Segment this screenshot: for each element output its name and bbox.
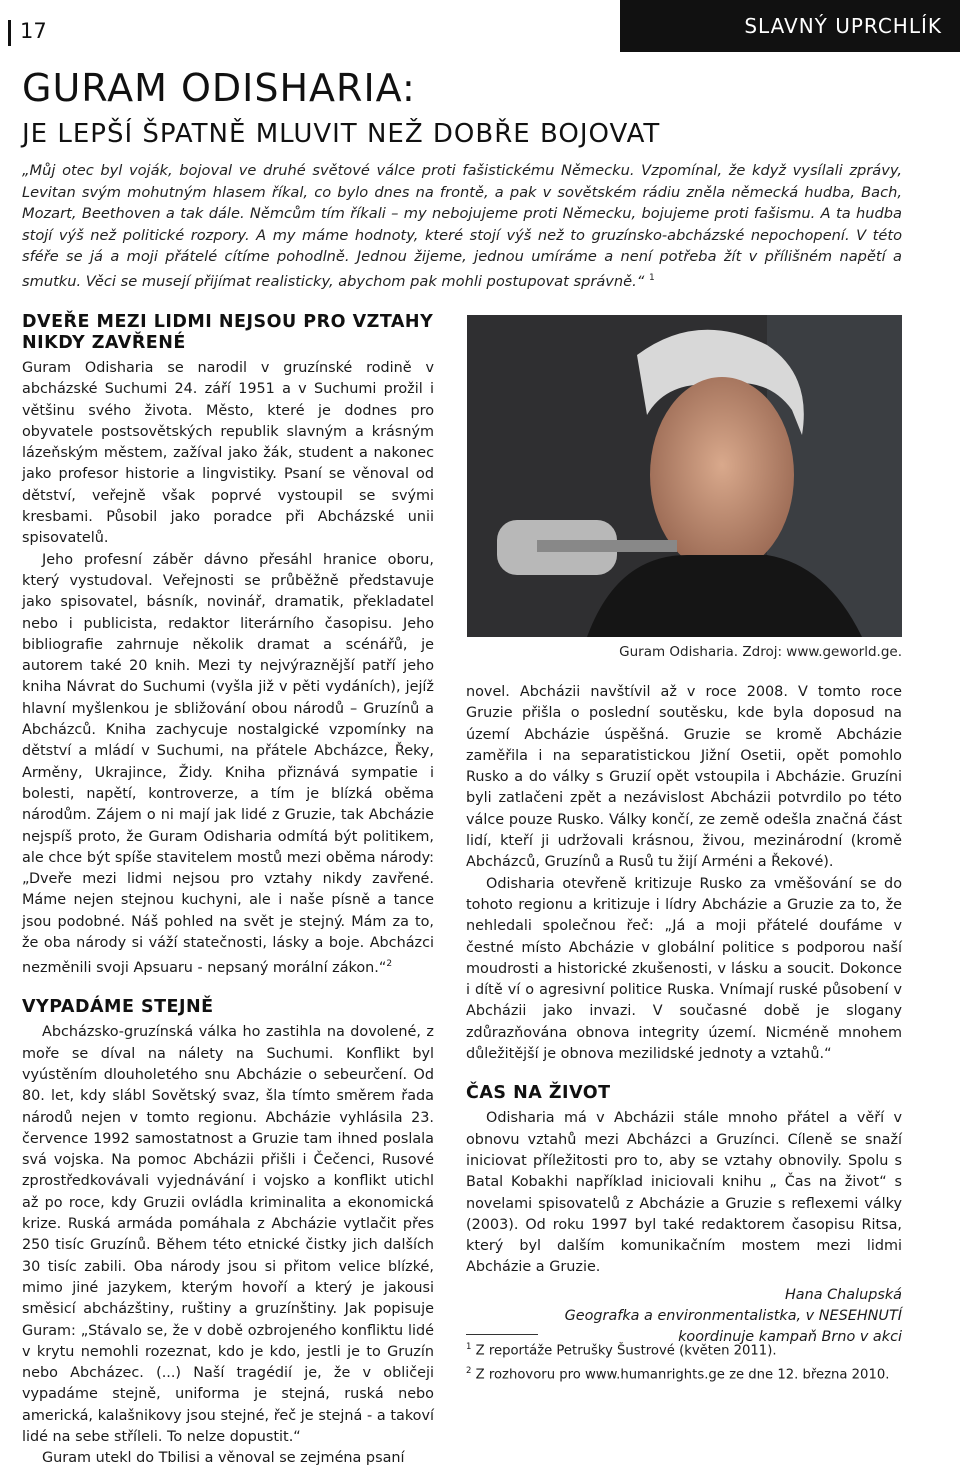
author-role: Geografka a environmentalistka, v NESEHNUTÍ xyxy=(564,1307,902,1324)
intro-text: „Můj otec byl voják, bojoval ve druhé světové válce proti fašistickému Německu. Vzpomínal, že když vysílali zprávy, Levitan svým mohutným hlasem říkal, co bylo dnes na frontě, a pak v sovětském rádiu zněla německá hudba, Bach, Mozart, Beethoven a tak dále. Němcům tím říkali – my nebojujeme proti Německu, bojujeme proti fašismu. A ta hudba stojí výš než politické rozpory. A my máme hodnoty, které stojí výš než to gruzínsko-abcházské nepochopení. V této sféře se já a moji přátelé cítíme pohodlně. Jednou žijeme, jednou umíráme a není potřeba žít v přílišném napětí a smutku. Věci se musejí přijímat realisticky, abychom pak mohli postupovat správně.“ xyxy=(22,162,902,290)
section-heading-same: VYPADÁME STEJNĚ xyxy=(22,997,214,1018)
portrait-illustration xyxy=(467,315,902,637)
footnote-1 xyxy=(466,1337,906,1361)
paragraph: Odisharia otevřeně kritizuje Rusko za vměšování se do tohoto regionu a kritizuje i lídry Abcházie a Gruzie za to, že nehledali společnou řeč: „Já a moji přátelé doufáme v čestné místo Abcházie v globální politice s podporou naší moudrosti a historické zkušenosti, v lásku a soucit. Dokonce i dítě ví o agresivní politice Ruska. Vnímají ruské působení v Abcházii jako invazi. V současné době je slogany zdůrazňována obnova integrity území. Nicméně mnohem důležitější je obnova mezilidské jednoty a vztahů.“ xyxy=(466,875,902,1063)
footnote-number: 1 xyxy=(466,1342,472,1352)
portrait-photo xyxy=(467,315,902,637)
footnote-ref-1[interactable]: 1 xyxy=(648,272,655,283)
page-number: 17 xyxy=(20,19,47,43)
section-heading-doors: DVEŘE MEZI LIDMI NEJSOU PRO VZTAHY NIKDY ZAVŘENÉ xyxy=(22,312,434,353)
paragraph-text: Jeho profesní záběr dávno přesáhl hranice oboru, který vystudoval. Veřejnosti se průběžně představuje jako spisovatel, básník, novinář, dramatik, překladatel nebo i publicista, redaktor literárního časopisu. Jeho bibliografie zahrnuje několik dramat a scénářů, je autorem také 20 knih. Mezi ty nejvýraznější patří jeho kniha Návrat do Suchumi (vyšla již v pěti vydáních), jejíž hlavní myšlenkou je sbližování obou národů – Gruzínů a Abcházců. Kniha zachycuje nostalgické vzpomínky na dětství a mládí v Suchumi, na přátele Abcházce, Řeky, Arměny, Ukrajince, Židy. Kniha přiznává sympatie i bolesti, napětí, kontroverze, a tím je blízká oběma národům. Zájem o ni mají jak lidé z Gruzie, tak Abcházie nejspíš proto, že Guram Odisharia odmítá být politikem, ale chce být spíše stavitelem mostů mezi oběma národy: „Dveře mezi lidmi nejsou pro vztahy nikdy zavřené. Máme nejen stejnou kuchyni, ale i naše písně a tance jsou podobné. Náš pohled na svět je stejný. Mám za to, že oba národy si váží statečnosti, lásky a boje. Abcházci nezměnili svoji Apsuaru - nepsaný morální zákon.“ xyxy=(22,551,434,977)
photo-caption: Guram Odisharia. Zdroj: www.geworld.ge. xyxy=(619,644,902,660)
page-number-bar xyxy=(8,20,11,46)
footnotes xyxy=(466,1334,906,1386)
article-subtitle: JE LEPŠÍ ŠPATNĚ MLUVIT NEŽ DOBŘE BOJOVAT xyxy=(22,119,661,149)
footnote-text: Z rozhovoru pro www.humanrights.ge ze dne 12. března 2010. xyxy=(475,1367,890,1383)
footnote-2 xyxy=(466,1361,906,1385)
section-heading-time: ČAS NA ŽIVOT xyxy=(466,1083,611,1104)
author-campaign: koordinuje kampaň Brno v akci xyxy=(678,1328,902,1345)
paragraph xyxy=(22,550,434,980)
right-column xyxy=(466,682,902,1348)
paragraph: Odisharia má v Abcházii stále mnoho přátel a věří v obnovu vztahů mezi Abcházci a Gruzínci. Cíleně se snaží iniciovat příležitosti pro to, aby se vztahy obnovily. Spolu s Batal Kobakhi například iniciovali knihu „ Čas na život“ s novelami spisovatelů z Abcházie a Gruzie s reflexemi války (2003). Od roku 1997 byl také redaktorem časopisu Ritsa, který byl dalším komunikačním mostem mezi lidmi Abcházie a Gruzie. xyxy=(466,1110,902,1276)
paragraph: novel. Abcházii navštívil až v roce 2008. V tomto roce Gruzie přišla o poslední soutěsku, kde byla doposud na území Abcházie úspěšná. Gruzie se kromě Abcházie zaměřila i na separatistickou Jižní Osetii, opět pomohlo Rusko a do války s Gruzií opět vstoupila i Abcházie. Gruzíni byli zatlačeni zpět a nezávislost Abcházii potvrdilo po této válce pouze Rusko. Války končí, ze země odešla značná část lidí, kteří ji udržovali krásnou, živou, mezinárodní (kromě Abcházců, Gruzínů a Rusů tu žijí Arméni a Řekové). xyxy=(466,684,902,871)
paragraph: Guram utekl do Tbilisi a věnoval se zejména psaní xyxy=(42,1450,405,1467)
footnote-divider xyxy=(466,1334,538,1335)
footnote-ref-2[interactable]: 2 xyxy=(386,959,393,970)
paragraph: Abcházsko-gruzínská válka ho zastihla na dovolené, z moře se díval na nálety na Suchumi. Konflikt byl vyústěním dlouholetého snu Abcházie o sebeurčení. Od 80. let, kdy slábl Sovětský svaz, šla tímto směrem řada národů nejen v tomto regionu. Abcházie vyhlásila 23. července 1992 samostatnost a Gruzie tam ihned poslala svá vojska. Na pomoc Abcházii přišli i Čečenci, Rusové zprostředkovávali vyjednávání i vojsko a konflikt utichl až po roce, kdy Gruzii ovládla kriminalita a ekonomická krize. Ruská armáda pomáhala z Abcházie vytlačit přes 250 tisíc Gruzínů. Během této etnické čistky jich dalších 30 tisíc zabili. Oba národy jsou si přitom velice blízké, mimo jiné jazykem, kterým hovoří a který je jakousi směsicí abcházštiny, ruštiny a gruzínštiny. Jak popisuje Guram: „Stávalo se, že v době ozbrojeného konfliktu lidé v krytu nemohli rozeznat, kdo je kdo, jestli je to Gruzín nebo Abcházec. (...) Naší tragédií je, že v obličeji vypadáme stejně, uniforma je stejná, ruská nebo americká, kalašnikovy jsou stejné, řeč je stejná - a takoví lidé na sebe stříleli. To nelze dopustit.“ xyxy=(22,1024,434,1446)
paragraph: Guram Odisharia se narodil v gruzínské rodině v abcházské Suchumi 24. září 1951 a v Suchumi prožil i většinu svého života. Město, které je dodnes pro obyvatele postsovětských republik slavným a krásným lázeňským městem, zažíval jako žák, student a nakonec jako profesor historie a lingvistiky. Psaní se věnoval od dětství, veřejně však poprvé vystoupil se svými kresbami. Působil jako poradce při Abcházské unii spisovatelů. xyxy=(22,360,434,547)
article-title: GURAM ODISHARIA: xyxy=(22,66,416,110)
footnote-number: 2 xyxy=(466,1366,472,1377)
intro-quote xyxy=(22,160,902,292)
section-label: SLAVNÝ UPRCHLÍK xyxy=(744,14,942,38)
author-name: Hana Chalupská xyxy=(784,1286,902,1303)
footnote-text: Z reportáže Petrušky Šustrové (květen 2011). xyxy=(475,1343,777,1359)
section-banner xyxy=(620,0,960,52)
left-column xyxy=(22,312,434,1470)
